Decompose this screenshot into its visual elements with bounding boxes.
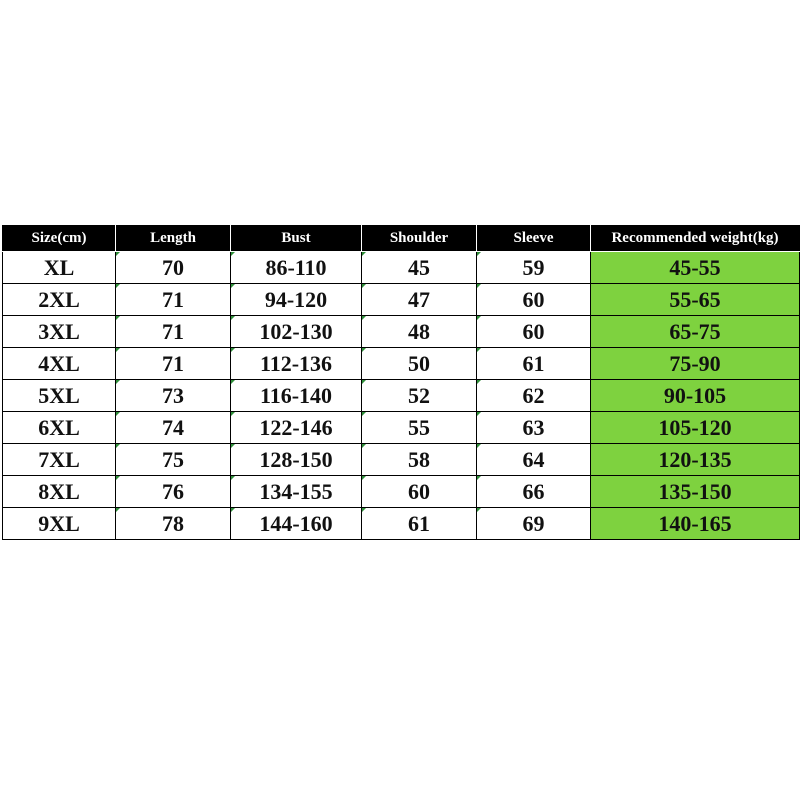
length-cell: 73 [116, 380, 231, 412]
bust-cell: 94-120 [231, 284, 362, 316]
sleeve-cell: 63 [477, 412, 591, 444]
weight-cell: 65-75 [591, 316, 800, 348]
sleeve-cell: 69 [477, 508, 591, 540]
weight-cell: 105-120 [591, 412, 800, 444]
header-recommended-weight: Recommended weight(kg) [591, 226, 800, 252]
shoulder-cell: 45 [362, 252, 477, 284]
table-row [3, 316, 800, 348]
bust-cell: 128-150 [231, 444, 362, 476]
shoulder-cell: 55 [362, 412, 477, 444]
length-cell: 75 [116, 444, 231, 476]
sleeve-cell: 60 [477, 284, 591, 316]
weight-cell: 120-135 [591, 444, 800, 476]
length-cell: 74 [116, 412, 231, 444]
weight-cell: 140-165 [591, 508, 800, 540]
header-shoulder: Shoulder [362, 226, 477, 252]
shoulder-cell: 48 [362, 316, 477, 348]
length-cell: 71 [116, 316, 231, 348]
length-cell: 70 [116, 252, 231, 284]
weight-cell: 135-150 [591, 476, 800, 508]
size-cell: 4XL [3, 348, 116, 380]
shoulder-cell: 61 [362, 508, 477, 540]
length-cell: 71 [116, 348, 231, 380]
table-row [3, 476, 800, 508]
table-row [3, 508, 800, 540]
table-row [3, 380, 800, 412]
size-cell: 5XL [3, 380, 116, 412]
header-sleeve: Sleeve [477, 226, 591, 252]
sleeve-cell: 64 [477, 444, 591, 476]
length-cell: 76 [116, 476, 231, 508]
size-cell: 9XL [3, 508, 116, 540]
header-row [3, 226, 800, 252]
table-row [3, 252, 800, 284]
bust-cell: 134-155 [231, 476, 362, 508]
bust-cell: 86-110 [231, 252, 362, 284]
size-cell: 7XL [3, 444, 116, 476]
table-row [3, 412, 800, 444]
length-cell: 78 [116, 508, 231, 540]
table-row [3, 284, 800, 316]
shoulder-cell: 52 [362, 380, 477, 412]
shoulder-cell: 50 [362, 348, 477, 380]
sleeve-cell: 59 [477, 252, 591, 284]
header-size: Size(cm) [3, 226, 116, 252]
shoulder-cell: 60 [362, 476, 477, 508]
size-cell: XL [3, 252, 116, 284]
size-cell: 8XL [3, 476, 116, 508]
size-cell: 6XL [3, 412, 116, 444]
table-row [3, 348, 800, 380]
length-cell: 71 [116, 284, 231, 316]
bust-cell: 102-130 [231, 316, 362, 348]
size-cell: 3XL [3, 316, 116, 348]
bust-cell: 144-160 [231, 508, 362, 540]
bust-cell: 116-140 [231, 380, 362, 412]
sleeve-cell: 62 [477, 380, 591, 412]
sleeve-cell: 66 [477, 476, 591, 508]
header-bust: Bust [231, 226, 362, 252]
weight-cell: 45-55 [591, 252, 800, 284]
sleeve-cell: 60 [477, 316, 591, 348]
shoulder-cell: 47 [362, 284, 477, 316]
size-cell: 2XL [3, 284, 116, 316]
table-row [3, 444, 800, 476]
weight-cell: 75-90 [591, 348, 800, 380]
weight-cell: 90-105 [591, 380, 800, 412]
sleeve-cell: 61 [477, 348, 591, 380]
shoulder-cell: 58 [362, 444, 477, 476]
bust-cell: 112-136 [231, 348, 362, 380]
weight-cell: 55-65 [591, 284, 800, 316]
size-chart-table [2, 225, 800, 540]
header-length: Length [116, 226, 231, 252]
bust-cell: 122-146 [231, 412, 362, 444]
